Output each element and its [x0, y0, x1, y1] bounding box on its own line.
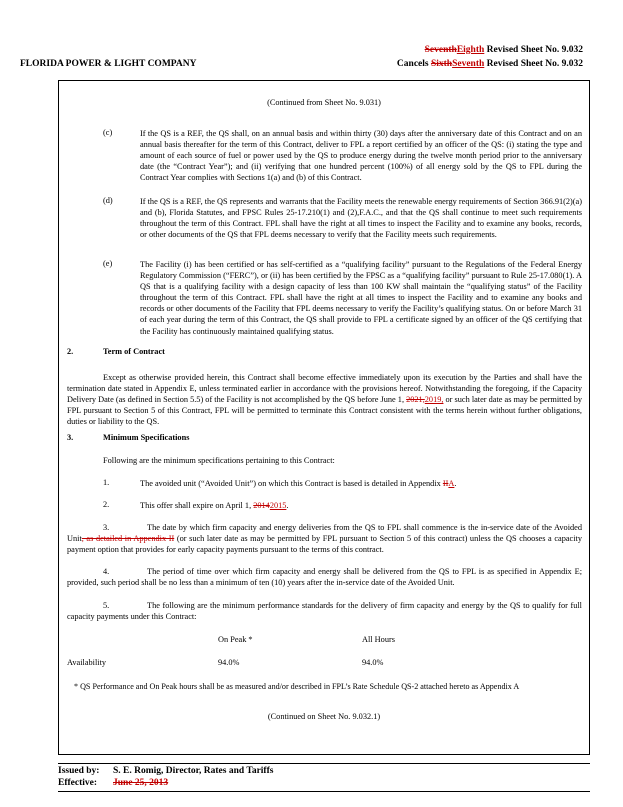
performance-footnote: * QS Performance and On Peak hours shall be as measured and/or described in FPL’s Rate Schedule QS-2 attached hereto as Appendix A: [74, 682, 520, 691]
spec-1-text-a: The avoided unit (“Avoided Unit”) on which this Contract is based is detailed in Appendix: [140, 479, 443, 488]
spec-3-text: [67, 522, 582, 555]
cancels-number-text: Revised Sheet No. 9.032: [484, 59, 583, 69]
issued-by-label: Issued by:: [58, 766, 100, 776]
section-3-intro: Following are the minimum specifications pertaining to this Contract:: [103, 456, 335, 465]
section-2-old-year: 2021,: [406, 395, 425, 405]
spec-1-text: [140, 478, 582, 489]
item-e-text: The Facility (i) has been certified or has self-certified as a “qualifying facility” pursuant to the Regulations of the Federal Energy Regulatory Commission (“FERC”), or (ii) has been certified by the FPSC as a “qualifying facility” pursuant to Rule 25-17.080(1). A QS that is a qualifying facility with a design capacity of less than 100 KW shall maintain the “qualifying status” of the Facility throughout the term of this Contract. FPL shall have the right at all times to inspect the Facility and to examine any books and records or other documents of the Facility that FPL deems necessary to verify the Facility’s qualifying status. On or before March 31 of each year during the term of this Contract, the QS shall provide to FPL a certificate signed by an officer of the QS certifying that the Facility has continuously maintained qualifying status.: [140, 260, 582, 336]
section-2-title: Term of Contract: [103, 347, 165, 356]
item-e-label: (e): [103, 259, 113, 268]
spec-1-number: 1.: [103, 478, 110, 487]
spec-3-old: , as detailed in Appendix II: [81, 534, 175, 544]
effective-old-date: June 25, 2013: [113, 778, 169, 788]
table-row-label: Availability: [67, 658, 107, 667]
spec-4-number: 4.: [103, 567, 110, 576]
sheet-number-text: Revised Sheet No. 9.032: [484, 45, 583, 55]
cancels-prefix: Cancels: [396, 59, 431, 69]
effective-label: Effective:: [58, 778, 98, 788]
old-cancels-revision: Sixth: [430, 59, 453, 69]
spec-3-text-b: (or such later date as may be permitted by FPL pursuant to Section 5 of this contract) unless the QS chooses a capacity payment option that provides for early capacity payments pursuant to the terms of this contract.: [67, 534, 582, 555]
spec-5-text-body: The following are the minimum performance standards for the delivery of firm capacity and energy by the QS to qualify for full capacity payments under this Contract:: [67, 601, 582, 622]
section-3-title: Minimum Specifications: [103, 433, 190, 442]
spec-4-text-body: The period of time over which firm capacity and energy shall be delivered from the QS to FPL is as specified in Appendix E; provided, such period shall be no less than a minimum of ten (10) years after the in-service date of the Avoided Unit.: [67, 567, 582, 588]
spec-3-text-a: The date by which firm capacity and energy deliveries from the QS to FPL shall commence is the in-service date of the Avoided Unit: [67, 523, 582, 544]
spec-4-text: [67, 566, 582, 588]
item-c-label: (c): [103, 128, 113, 137]
section-2-text: [67, 372, 582, 427]
section-3-number: 3.: [67, 433, 74, 442]
section-2-new-year: 2019,: [424, 395, 444, 405]
section-2-number: 2.: [67, 347, 74, 356]
new-cancels-revision: Seventh: [452, 59, 485, 69]
section-2-text-b: or such later date as may be permitted by FPL pursuant to Section 5 of this Contract, FPL will be permitted to terminate this Contract consistent with the terms herein without further obligations, duties or liability to the QS.: [67, 395, 582, 427]
item-d-text: If the QS is a REF, the QS represents and warrants that the Facility meets the renewable energy requirements of Section 366.91(2)(a) and (b), Florida Statutes, and FPSC Rules 25-17.210(1) and (2),F.A.C., and that the QS shall continue to meet such requirements throughout the term of this Contract. FPL shall have the right at all times to inspect the Facility and to examine any books, records, or other documents of the QS that FPL deems necessary to verify that the Facility meets such requirements.: [140, 197, 582, 240]
effective-line: [58, 778, 168, 788]
section-2-text-a: Except as otherwise provided herein, this Contract shall become effective immediately upon its execution by the Parties and shall have the termination date stated in Appendix E, unless terminated earlier in accordance with the provisions hereof. Notwithstanding the foregoing, if the Capacity Delivery Date (as defined in Section 5.5) of the Facility is not accomplished by the QS before June 1,: [67, 373, 582, 405]
table-value-on-peak: 94.0%: [218, 658, 240, 667]
spec-1-text-b: .: [454, 479, 457, 488]
continued-on: (Continued on Sheet No. 9.032.1): [267, 712, 381, 721]
footer-rule-bottom: [58, 791, 590, 792]
item-d-label: (d): [103, 196, 113, 205]
issued-by-value: S. E. Romig, Director, Rates and Tariffs: [113, 766, 274, 776]
new-sheet-revision: Eighth: [456, 45, 485, 55]
spec-2-new: 2015: [269, 501, 287, 510]
table-value-all-hours: 94.0%: [362, 658, 384, 667]
sheet-number-line: [425, 45, 583, 55]
continued-from: (Continued from Sheet No. 9.031): [267, 98, 381, 107]
spec-1-old: II: [442, 479, 449, 488]
issued-by-line: [58, 766, 273, 776]
spec-5-number: 5.: [103, 601, 110, 610]
footer-rule-top: [58, 763, 590, 764]
spec-2-number: 2.: [103, 500, 110, 509]
spec-2-text: [140, 500, 582, 511]
company-name: FLORIDA POWER & LIGHT COMPANY: [20, 59, 197, 69]
cancels-line: [397, 59, 583, 69]
spec-1-new: A: [448, 479, 455, 488]
spec-2-old: 2014: [253, 501, 270, 510]
table-header-all-hours: All Hours: [362, 635, 395, 644]
table-header-on-peak: On Peak *: [218, 635, 253, 644]
spec-2-text-a: This offer shall expire on April 1,: [140, 501, 254, 510]
old-sheet-revision: Seventh: [424, 45, 457, 55]
spec-5-text: [67, 600, 582, 622]
item-c-text: If the QS is a REF, the QS shall, on an annual basis and within thirty (30) days after the anniversary date of this Contract and on an annual basis thereafter for the term of this Contract, deliver to FPL a report certified by an officer of the QS: (i) stating the type and amount of each source of fuel or power used by the QS to produce energy during the twelve month period prior to the anniversary date (the “Contract Year”); and (ii) verifying that one hundred percent (100%) of all energy sold by the QS to FPL during the Contract Year complies with Sections 1(a) and (b) of this Contract.: [140, 129, 582, 183]
spec-2-text-b: .: [286, 501, 289, 510]
spec-3-number: 3.: [103, 523, 110, 532]
